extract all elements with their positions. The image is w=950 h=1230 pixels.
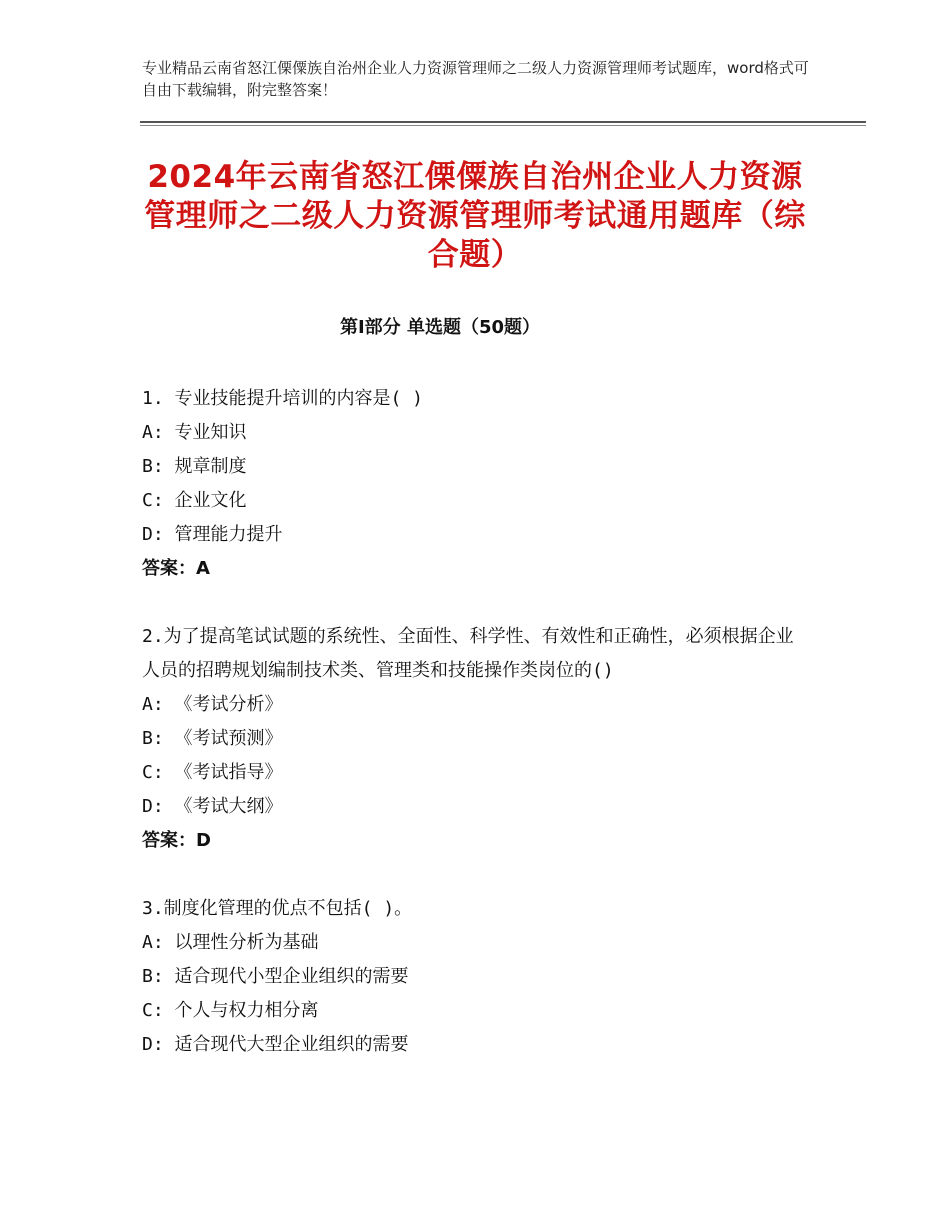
option-a: A: 以理性分析为基础 [142, 932, 319, 953]
option-d: D: 适合现代大型企业组织的需要 [142, 1034, 409, 1055]
answer: 答案：A [142, 558, 210, 579]
option-b: B: 《考试预测》 [142, 728, 283, 749]
option-a: A: 专业知识 [142, 422, 247, 443]
document-title: 2024年云南省怒江傈僳族自治州企业人力资源管理师之二级人力资源管理师考试通用题库（综合题） [144, 159, 806, 273]
option-c: C: 企业文化 [142, 490, 247, 511]
header-rule-thin [140, 125, 866, 126]
question-1 [142, 382, 822, 586]
option-d: D: 管理能力提升 [142, 524, 283, 545]
question-3 [142, 892, 822, 1062]
option-b: B: 规章制度 [142, 456, 247, 477]
option-b: B: 适合现代小型企业组织的需要 [142, 966, 409, 987]
option-d: D: 《考试大纲》 [142, 796, 283, 817]
question-list [142, 382, 822, 1062]
section-title: 第Ⅰ部分 单选题（50题） [339, 317, 540, 338]
answer: 答案：D [142, 830, 211, 851]
question-stem: 3.制度化管理的优点不包括( )。 [142, 898, 413, 919]
option-a: A: 《考试分析》 [142, 694, 283, 715]
question-2 [142, 620, 822, 858]
question-stem: 2.为了提高笔试试题的系统性、全面性、科学性、有效性和正确性，必须根据企业人员的招聘规划编制技术类、管理类和技能操作类岗位的() [142, 626, 794, 681]
header-note: 专业精品云南省怒江傈僳族自治州企业人力资源管理师之二级人力资源管理师考试题库，word格式可自由下载编辑，附完整答案！ [142, 59, 809, 99]
spacer [142, 858, 822, 892]
spacer [142, 586, 822, 620]
question-stem: 1. 专业技能提升培训的内容是( ) [142, 388, 424, 409]
option-c: C: 个人与权力相分离 [142, 1000, 319, 1021]
header-rule-thick [140, 121, 866, 123]
option-c: C: 《考试指导》 [142, 762, 283, 783]
